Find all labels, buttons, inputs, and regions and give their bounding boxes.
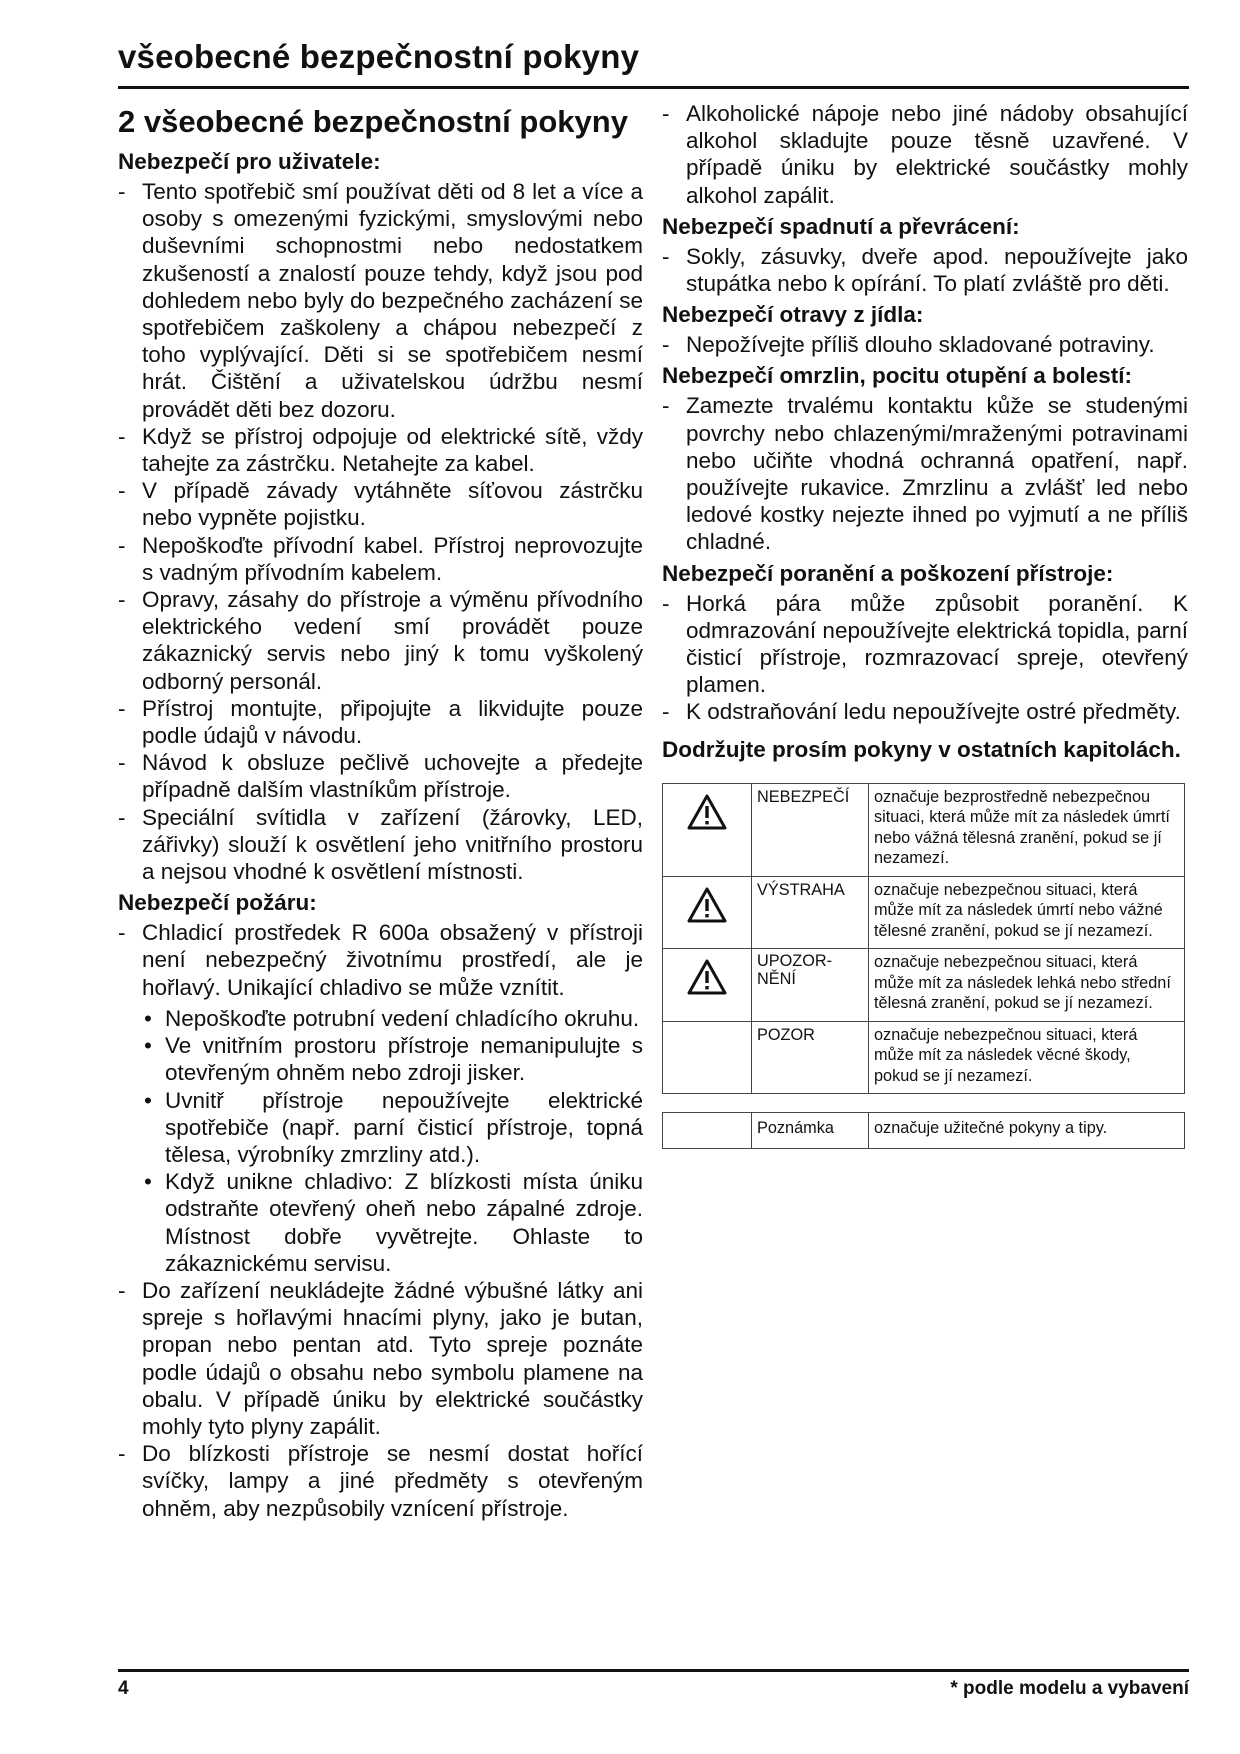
signal-word: UPOZOR-NĚNÍ	[752, 949, 869, 1022]
bullet-item: • Uvnitř přístroje nepoužívejte elektrické spotřebiče (např. parní čisticí přístroje, topná tělesa, výrobníky zmrzliny atd.).	[142, 1087, 643, 1169]
fire-list	[118, 919, 643, 1521]
table-row	[663, 783, 1185, 876]
left-column	[118, 100, 643, 1526]
warning-triangle-icon	[686, 958, 728, 996]
footer-rule	[118, 1669, 1189, 1672]
fire-item-text: Chladicí prostředek R 600a obsažený v přístroji není nebezpečný životnímu prostředí, ale je hořlavý. Unikající chladivo se může vznítit.	[142, 920, 643, 1000]
list-item: - Nepoškoďte přívodní kabel. Přístroj neprovozujte s vadným přívodním kabelem.	[118, 532, 643, 586]
list-item: - Zamezte trvalému kontaktu kůže se studenými povrchy nebo chlazenými/mraženými potravinami nebo učiňte vhodná ochranná opatření, např. používejte rukavice. Zmrzlinu a zvlášť led nebo ledové kostky nejezte ihned po vyjmutí a ne příliš chladné.	[662, 392, 1188, 555]
bullet-item: • Když unikne chladivo: Z blízkosti místa úniku odstraňte otevřený oheň nebo zápalné zdroje. Místnost dobře vyvětrejte. Ohlaste to zákaznickému servisu.	[142, 1168, 643, 1277]
running-header: všeobecné bezpečnostní pokyny	[118, 38, 640, 75]
fire-list-continued	[662, 100, 1188, 209]
table-row	[663, 1021, 1185, 1094]
tipping-heading: Nebezpečí spadnutí a převrácení:	[662, 213, 1020, 239]
fire-heading: Nebezpečí požáru:	[118, 890, 317, 916]
closing-note: Dodržujte prosím pokyny v ostatních kapitolách.	[662, 736, 1181, 762]
signal-description: označuje nebezpečnou situaci, která může mít za následek věcné škody, pokud se jí nezamezí.	[869, 1021, 1185, 1094]
list-item: - Když se přístroj odpojuje od elektrické sítě, vždy tahejte za zástrčku. Netahejte za kabel.	[118, 423, 643, 477]
icon-cell	[663, 949, 752, 1022]
table-row	[663, 1113, 1185, 1149]
list-item: - Speciální svítidla v zařízení (žárovky, LED, zářivky) slouží k osvětlení jeho vnitřního prostoru a nejsou vhodné k osvětlení místnosti.	[118, 804, 643, 886]
signal-description: označuje bezprostředně nebezpečnou situaci, která může mít za následek úmrtí nebo vážná tělesná zranění, pokud se jí nezamezí.	[869, 783, 1185, 876]
note-table	[662, 1112, 1185, 1149]
signal-word: NEBEZPEČÍ	[752, 783, 869, 876]
injury-list	[662, 590, 1188, 726]
list-item: - V případě závady vytáhněte síťovou zástrčku nebo vypněte pojistku.	[118, 477, 643, 531]
list-item	[118, 919, 643, 1277]
list-item: - Nepožívejte příliš dlouho skladované potraviny.	[662, 331, 1188, 358]
tipping-list	[662, 243, 1188, 297]
note-description: označuje užitečné pokyny a tipy.	[869, 1113, 1185, 1149]
list-item: - Alkoholické nápoje nebo jiné nádoby obsahující alkohol skladujte pouze těsně uzavřené. V případě úniku by elektrické součástky mohly alkohol zapálit.	[662, 100, 1188, 209]
section-title: 2 všeobecné bezpečnostní pokyny	[118, 104, 628, 139]
list-item: - K odstraňování ledu nepoužívejte ostré předměty.	[662, 698, 1188, 725]
bullet-item: • Nepoškoďte potrubní vedení chladícího okruhu.	[142, 1005, 643, 1032]
signal-word-table	[662, 783, 1185, 1095]
list-item: - Přístroj montujte, připojujte a likvidujte pouze podle údajů v návodu.	[118, 695, 643, 749]
header-rule	[118, 86, 1189, 89]
icon-cell	[663, 1113, 752, 1149]
frostbite-list	[662, 392, 1188, 555]
injury-heading: Nebezpečí poranění a poškození přístroje:	[662, 560, 1114, 586]
list-item: - Sokly, zásuvky, dveře apod. nepoužívejte jako stupátka nebo k opírání. To platí zvláště pro děti.	[662, 243, 1188, 297]
food-list	[662, 331, 1188, 358]
warning-triangle-icon	[686, 886, 728, 924]
fire-sublist	[142, 1005, 643, 1277]
list-item: - Do blízkosti přístroje se nesmí dostat hořící svíčky, lampy a jiné předměty s otevřeným ohněm, aby nezpůsobily vznícení přístroje.	[118, 1440, 643, 1522]
table-row	[663, 876, 1185, 949]
signal-description: označuje nebezpečnou situaci, která může mít za následek lehká nebo střední tělesná zranění, pokud se jí nezamezí.	[869, 949, 1185, 1022]
icon-cell	[663, 783, 752, 876]
list-item: - Horká pára může způsobit poranění. K odmrazování nepoužívejte elektrická topidla, parní čisticí přístroje, rozmrazovací spreje, otevřený plamen.	[662, 590, 1188, 699]
signal-word: VÝSTRAHA	[752, 876, 869, 949]
list-item: - Návod k obsluze pečlivě uchovejte a předejte případně dalším vlastníkům přístroje.	[118, 749, 643, 803]
icon-cell	[663, 876, 752, 949]
users-list	[118, 178, 643, 885]
list-item: - Tento spotřebič smí používat děti od 8 let a více a osoby s omezenými fyzickými, smyslovými nebo duševními schopnostmi nebo nedostatkem zkušeností a znalostí pouze tehdy, když jsou pod dohledem nebo byly do bezpečného zacházení se spotřebičem zaškoleny a chápou nebezpečí z toho vyplývající. Děti si se spotřebičem nesmí hrát. Čištění a uživatelskou údržbu nesmí provádět děti bez dozoru.	[118, 178, 643, 423]
table-row	[663, 949, 1185, 1022]
list-item: - Opravy, zásahy do přístroje a výměnu přívodního elektrického vedení smí provádět pouze zákaznický servis nebo jiný k tomu vyškolený odborný personál.	[118, 586, 643, 695]
signal-description: označuje nebezpečnou situaci, která může mít za následek úmrtí nebo vážné tělesné zranění, pokud se jí nezamezí.	[869, 876, 1185, 949]
users-heading: Nebezpečí pro uživatele:	[118, 149, 381, 174]
right-column	[662, 100, 1188, 1149]
food-heading: Nebezpečí otravy z jídla:	[662, 302, 924, 328]
note-word: Poznámka	[752, 1113, 869, 1149]
footer-note: * podle modelu a vybavení	[950, 1678, 1189, 1699]
bullet-item: • Ve vnitřním prostoru přístroje nemanipulujte s otevřeným ohněm nebo zdroji jisker.	[142, 1032, 643, 1086]
icon-cell	[663, 1021, 752, 1094]
page-number: 4	[118, 1678, 129, 1699]
frostbite-heading: Nebezpečí omrzlin, pocitu otupění a bolestí:	[662, 363, 1133, 389]
warning-triangle-icon	[686, 793, 728, 831]
signal-word: POZOR	[752, 1021, 869, 1094]
list-item: - Do zařízení neukládejte žádné výbušné látky ani spreje s hořlavými hnacími plyny, jako je butan, propan nebo pentan atd. Tyto spreje poznáte podle údajů o obsahu nebo symbolu plamene na obalu. V případě úniku by elektrické součástky mohly tyto plyny zapálit.	[118, 1277, 643, 1440]
